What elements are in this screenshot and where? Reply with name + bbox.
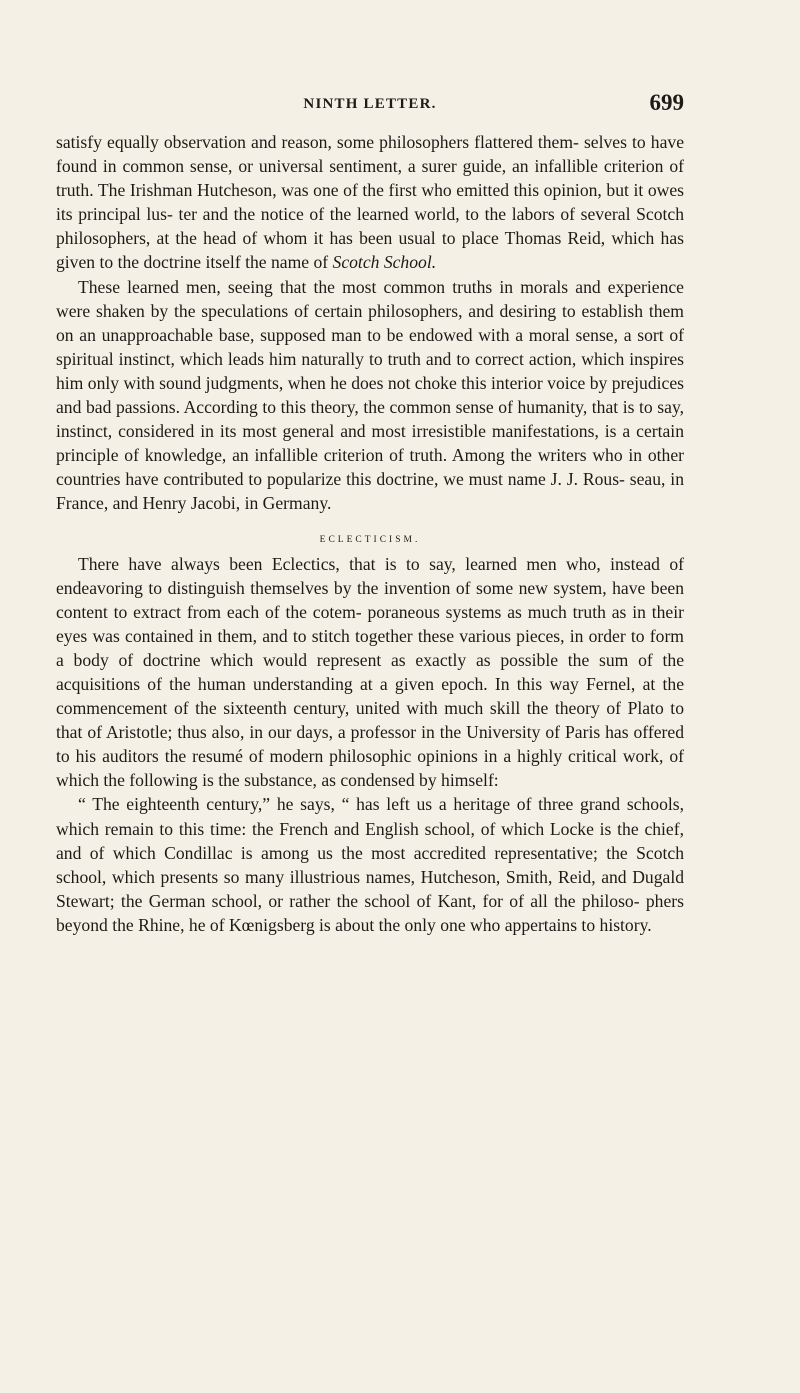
section-heading: ECLECTICISM. xyxy=(319,534,421,545)
running-title: NINTH LETTER. xyxy=(303,96,437,112)
paragraph-common-sense xyxy=(56,130,684,275)
paragraph-text: satisfy equally observation and reason, some philosophers flattered them- selves to have found in common sense, or universal sentiment, a surer guide, an infallible criterion of truth. The Irishman Hutcheson, was one of the first who emitted this opinion, but it owes its principal lus- ter and the notice of the learned world, to the labors of several Scotch philosophers, at the head of whom it has been usual to place Thomas Reid, which has given to the doctrine itself the name of xyxy=(56,132,684,273)
page-number: 699 xyxy=(649,90,684,115)
paragraph-moral-sense: These learned men, seeing that the most common truths in morals and experience were shaken by the speculations of certain philosophers, and desiring to establish them on an unapproachable base, supposed man to be endowed with a moral sense, a sort of spiritual instinct, which leads him naturally to truth and to correct action, which inspires him only with sound judgments, when he does not choke this interior voice by prejudices and bad passions. According to this theory, the common sense of humanity, that is to say, instinct, considered in its most general and most irresistible manifestations, is a certain principle of knowledge, an infallible criterion of truth. Among the writers who in other countries have contributed to popularize this doctrine, we must name J. J. Rous- seau, in France, and Henry Jacobi, in Germany. xyxy=(56,276,684,514)
paragraph-quotation: “ The eighteenth century,” he says, “ has left us a heritage of three grand schools, which remain to this time: the French and English school, of which Locke is the chief, and of which Condillac is among us the most accredited representative; the Scotch school, which presents so many illustrious names, Hutcheson, Smith, Reid, and Dugald Stewart; the German school, or rather the school of Kant, for of all the philoso- phers beyond the Rhine, he of Kœnigsberg is about the only one who appertains to history. xyxy=(56,794,684,935)
italic-term: Scotch School. xyxy=(332,252,437,273)
running-head xyxy=(56,90,684,130)
paragraph-eclectics: There have always been Eclectics, that is to say, learned men who, instead of endeavoring to distinguish themselves by the invention of some new system, have been content to extract from each of the cotem- poraneous systems as much truth as in their eyes was contained in them, and to stitch together these various pieces, in order to form a body of doctrine which would represent as exactly as possible the sum of the acquisitions of the human understanding at a given epoch. In this way Fernel, at the commencement of the sixteenth century, united with much skill the theory of Plato to that of Aristotle; thus also, in our days, a professor in the University of Paris has offered to his auditors the resumé of modern philosophic opinions in a highly critical work, of which the following is the substance, as condensed by himself: xyxy=(56,553,684,791)
book-page xyxy=(56,90,684,937)
